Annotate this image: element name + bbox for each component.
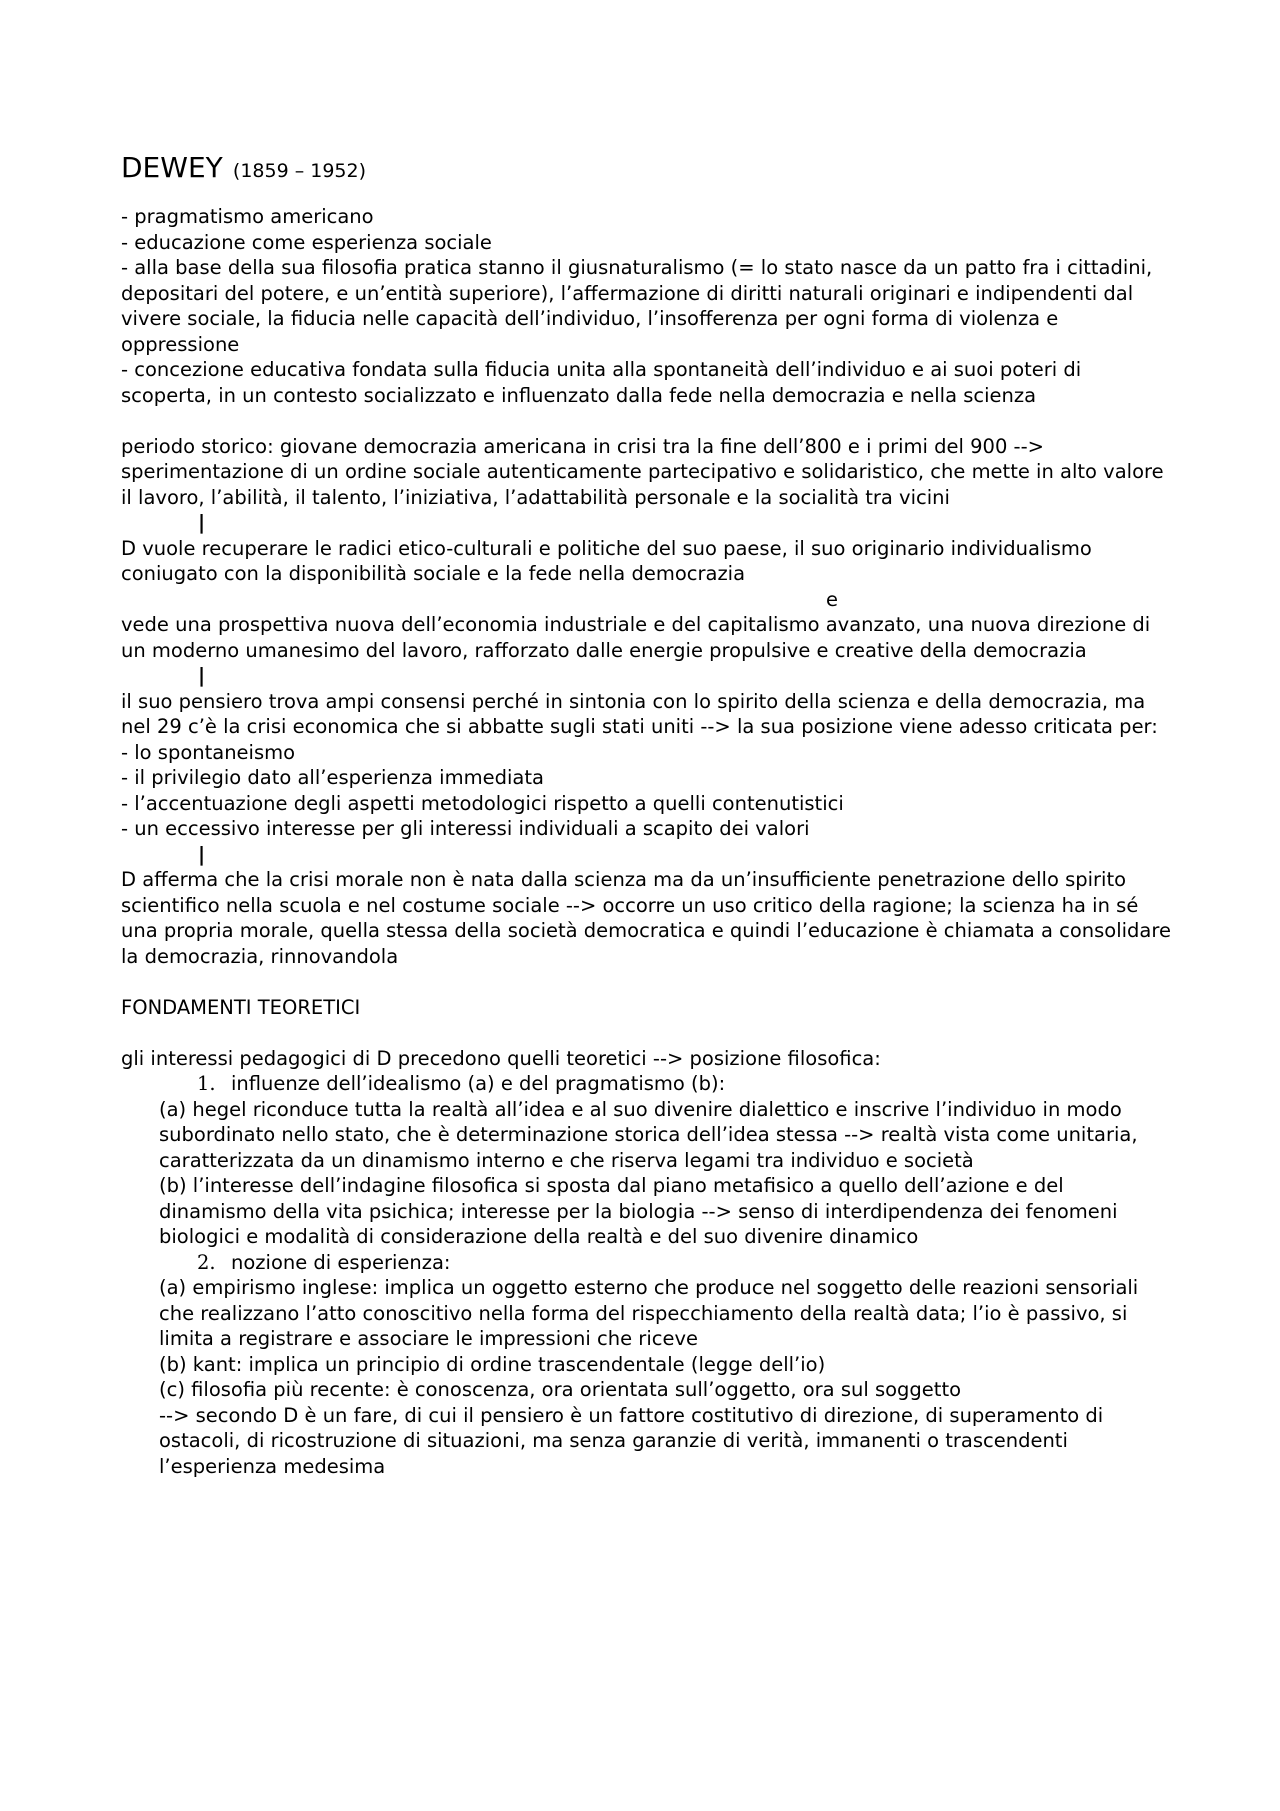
- item-point: (a) hegel riconduce tutta la realtà all’idea e al suo divenire dialettico e inscrive l’individuo in modo subordinato nello stato, che è determinazione storica dell’idea stessa --> realtà vista come unitaria, caratterizzata da un dinamismo interno e che riserva legami tra individuo e società: [159, 1097, 1138, 1172]
- section-intro: gli interessi pedagogici di D precedono quelli teoretici --> posizione filosofica:: [121, 1046, 881, 1070]
- item-number: 2.: [197, 1250, 216, 1274]
- intro-line: - alla base della sua filosofia pratica stanno il giusnaturalismo (= lo stato nasce da un patto fra i cittadini, depositari del potere, e un’entità superiore), l’affermazione di diritti naturali originari e indipendenti dal vivere sociale, la fiducia nelle capacità dell’individuo, l’insofferenza per ogni forma di violenza e oppressione: [121, 256, 1153, 356]
- flow-arrow-2: |: [198, 664, 206, 687]
- intro-line: - educazione come esperienza sociale: [121, 230, 492, 254]
- item-point: (b) l’interesse dell’indagine filosofica si sposta dal piano metafisico a quello dell’azione e del dinamismo della vita psichica; interesse per la biologia --> senso di interdipendenza dei fenomeni biologici e modalità di considerazione della realtà e del suo divenire dinamico: [159, 1174, 1118, 1248]
- critique-item: - l’accentuazione degli aspetti metodologici rispetto a quelli contenutistici: [121, 791, 844, 815]
- title-dates: (1859 – 1952): [232, 160, 367, 182]
- critique-item: - il privilegio dato all’esperienza immediata: [121, 766, 544, 789]
- critique-item: - un eccessivo interesse per gli interessi individuali a scapito dei valori: [121, 817, 810, 840]
- history-paragraph: vede una prospettiva nuova dell’economia industriale e del capitalismo avanzato, una nuova direzione di un moderno umanesimo del lavoro, rafforzato dalle energie propulsive e creative della democrazia: [121, 613, 1151, 662]
- numbered-item-2: [121, 1250, 1171, 1276]
- history-paragraph: periodo storico: giovane democrazia americana in crisi tra la fine dell’800 e i primi del 900 --> sperimentazione di un ordine sociale autenticamente partecipativo e solidaristico, che mette in alto valore il lavoro, l’abilità, il talento, l’iniziativa, l’adattabilità personale e la socialità tra vicini: [121, 434, 1164, 509]
- section-heading: FONDAMENTI TEORETICI: [121, 995, 361, 1019]
- item-point: (a) empirismo inglese: implica un oggetto esterno che produce nel soggetto delle reazioni sensoriali che realizzano l’atto conoscitivo nella forma del rispecchiamento della realtà data; l’io è passivo, si limita a registrare e associare le impressioni che riceve: [159, 1276, 1139, 1350]
- item-point: --> secondo D è un fare, di cui il pensiero è un fattore costitutivo di direzione, di superamento di ostacoli, di ricostruzione di situazioni, ma senza garanzie di verità, immanenti o trascendenti l’esperienza medesima: [159, 1403, 1104, 1478]
- history-paragraph: D afferma che la crisi morale non è nata dalla scienza ma da un’insufficiente penetrazione dello spirito scientifico nella scuola e nel costume sociale --> occorre un uso critico della ragione; la scienza ha in sé una propria morale, quella stessa della società democratica e quindi l’educazione è chiamata a consolidare la democrazia, rinnovandola: [121, 868, 1171, 968]
- item-title: nozione di esperienza:: [231, 1250, 451, 1274]
- flow-arrow-3: |: [198, 842, 206, 866]
- intro-line: - concezione educativa fondata sulla fiducia unita alla spontaneità dell’individuo e ai suoi poteri di scoperta, in un contesto socializzato e influenzato dalla fede nella democrazia e nella scienza: [121, 358, 1082, 407]
- item-title: influenze dell’idealismo (a) e del pragmatismo (b):: [231, 1072, 726, 1095]
- title-name: DEWEY: [121, 151, 223, 184]
- history-paragraph: il suo pensiero trova ampi consensi perché in sintonia con lo spirito della scienza e della democrazia, ma nel 29 c’è la crisi economica che si abbatte sugli stati uniti --> la sua posizione viene adesso criticata per:: [121, 689, 1158, 738]
- item-point: (c) filosofia più recente: è conoscenza, ora orientata sull’oggetto, ora sul soggetto: [159, 1378, 962, 1401]
- item-number: 1.: [197, 1072, 216, 1095]
- page-title: [121, 148, 1171, 184]
- intro-line: - pragmatismo americano: [121, 205, 374, 228]
- numbered-item-1: [121, 1071, 1171, 1097]
- conjunction-e: e: [826, 587, 838, 611]
- history-paragraph: D vuole recuperare le radici etico-culturali e politiche del suo paese, il suo originario individualismo coniugato con la disponibilità sociale e la fede nella democrazia: [121, 536, 1092, 585]
- document-page: [121, 148, 1171, 1479]
- critique-item: - lo spontaneismo: [121, 740, 296, 764]
- flow-arrow-1: |: [198, 511, 206, 534]
- item-point: (b) kant: implica un principio di ordine trascendentale (legge dell’io): [159, 1352, 826, 1376]
